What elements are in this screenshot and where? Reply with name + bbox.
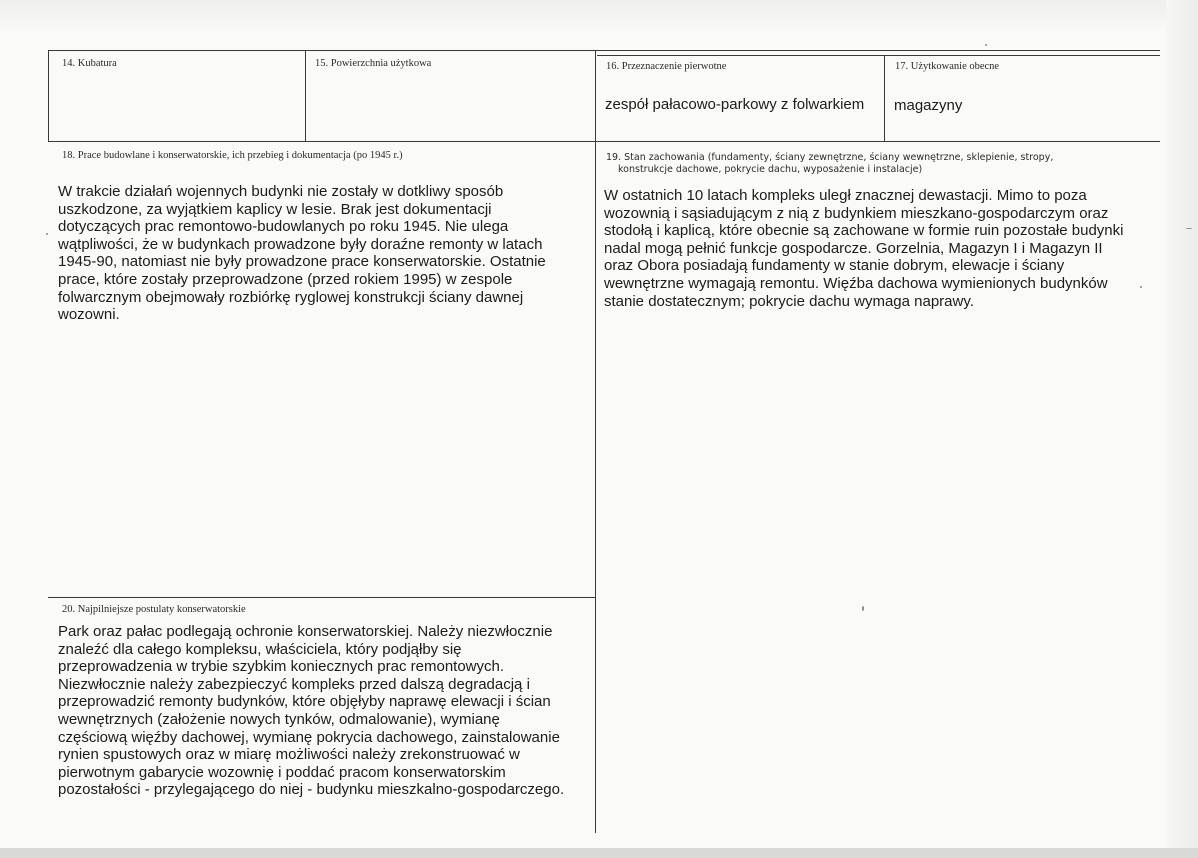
scan-speck <box>985 44 987 46</box>
grid-line-left-row1 <box>48 50 49 142</box>
field-17-label: 17. Użytkowanie obecne <box>895 61 1000 72</box>
scan-speck <box>1186 228 1192 229</box>
scan-top-band <box>0 0 1198 28</box>
scan-right-edge <box>1166 0 1198 858</box>
field-20-text <box>58 623 564 799</box>
text-line: znaleźć dla całego kompleksu, właściciela, który podjąłby się <box>58 640 462 658</box>
text-line: folwarcznym obejmowały rozbiórkę ryglowej konstrukcji ściany dawnej <box>58 288 524 306</box>
text-line: częściową więźby dachowej, wymianę pokrycia dachowego, zainstalowanie <box>58 728 560 746</box>
text-line: wozownią i sąsiadującym z nią z budynkiem mieszkano-gospodarczym oraz <box>604 204 1109 222</box>
text-line: stodołą i kaplicą, które obecnie są zachowane w formie ruin pozostałe budynki <box>604 222 1124 240</box>
grid-line-col-17 <box>884 55 885 142</box>
field-20-label: 20. Najpilniejsze postulaty konserwatorskie <box>62 604 246 615</box>
label-line: konstrukcje dachowe, pokrycie dachu, wyposażenie i instalacje) <box>618 164 923 175</box>
text-line: przeprowadzić remonty budynków, które objęłyby naprawę elewacji i ścian <box>58 693 551 711</box>
text-line: rynien spustowych oraz w miarę możliwości należy zrekonstruować w <box>58 746 520 764</box>
scan-speck <box>862 606 864 611</box>
text-line: stanie dostatecznym; pokrycie dachu wymaga naprawy. <box>604 292 974 310</box>
scan-bottom-edge <box>0 848 1198 858</box>
field-15-label: 15. Powierzchnia użytkowa <box>315 58 432 69</box>
field-14-label: 14. Kubatura <box>62 58 117 69</box>
text-line: uszkodzone, za wyjątkiem kaplicy w lesie. Brak jest dokumentacji <box>58 200 492 218</box>
text-line: 1945-90, natomiast nie były prowadzone prace konserwatorskie. Ostatnie <box>58 253 546 271</box>
label-line: 19. Stan zachowania (fundamenty, ściany zewnętrzne, ściany wewnętrzne, sklepienie, stropy, <box>606 152 1054 163</box>
text-line: pozostałości - przylegającego do niej - budynku mieszkalno-gospodarczego. <box>58 781 565 799</box>
text-line: Niezwłocznie należy zabezpieczyć kompleks przed dalszą degradacją i <box>58 675 530 693</box>
field-16-value: zespół pałacowo-parkowy z folwarkiem <box>605 96 865 113</box>
text-line: W trakcie działań wojennych budynki nie zostały w dotkliwy sposób <box>58 183 504 200</box>
text-line: wewnętrzne wymagają remontu. Więźba dachowa wymienionych budynków <box>604 274 1108 292</box>
text-line: pierwotnym gabarycie wozownię i poddać pracom konserwatorskim <box>58 763 506 781</box>
field-19-text <box>604 187 1123 310</box>
grid-line-center <box>595 50 596 833</box>
text-line: oraz Obora posiadają fundamenty w stanie dobrym, elewacje i ściany <box>604 257 1065 275</box>
text-line: wozowni. <box>58 306 120 324</box>
text-line: przeprowadzenia w trybie szybkim koniecznych prac remontowych. <box>58 658 505 676</box>
field-18-text <box>58 183 546 324</box>
grid-line-top-right <box>597 55 1160 56</box>
text-line: Park oraz pałac podlegają ochronie konserwatorskiej. Należy niezwłocznie <box>58 623 553 640</box>
grid-line-row2-bottom <box>48 597 595 598</box>
field-17-value: magazyny <box>894 97 963 114</box>
field-19-label <box>606 152 1053 176</box>
text-line: wewnętrznych (założenie nowych tynków, odmalowanie), wymianę <box>58 710 500 728</box>
grid-line-row1-bottom <box>48 141 1160 142</box>
field-16-label: 16. Przeznaczenie pierwotne <box>606 61 727 72</box>
text-line: W ostatnich 10 latach kompleks uległ znacznej dewastacji. Mimo to poza <box>604 187 1087 204</box>
grid-line-col-15 <box>305 50 306 142</box>
text-line: prace, które zostały przeprowadzone (przed rokiem 1995) w zespole <box>58 270 513 288</box>
text-line: nadal mogą pełnić funkcje gospodarcze. Gorzelnia, Magazyn I i Magazyn II <box>604 239 1103 257</box>
field-18-label: 18. Prace budowlane i konserwatorskie, ich przebieg i dokumentacja (po 1945 r.) <box>62 150 403 161</box>
text-line: wątpliwości, że w budynkach prowadzone były doraźne remonty w latach <box>58 235 543 253</box>
scan-speck <box>46 233 48 235</box>
text-line: dotyczących prac remontowo-budowlanych po roku 1945. Nie ulega <box>58 218 509 236</box>
grid-line-top <box>48 50 1160 51</box>
scan-speck <box>1140 286 1142 288</box>
